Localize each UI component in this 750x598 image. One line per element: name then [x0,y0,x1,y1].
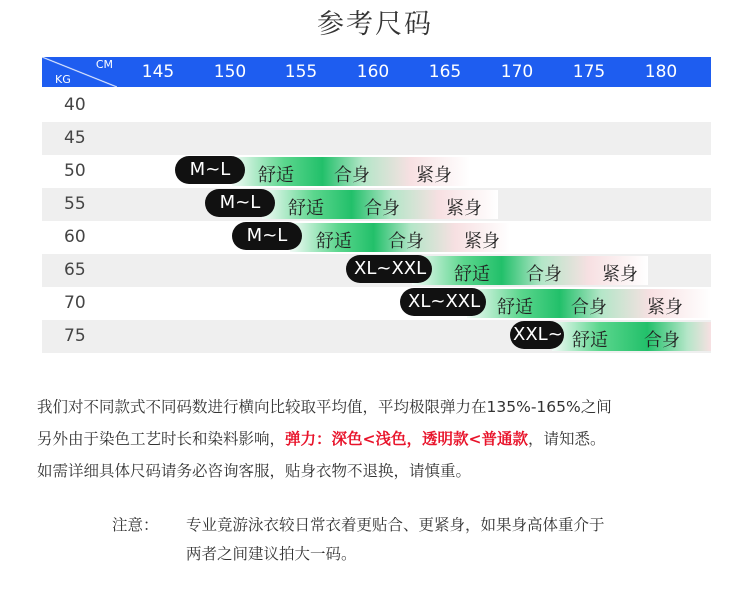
header-corner [42,57,117,87]
fit-label: 合身 [334,165,370,186]
note-line-3: 如需详细具体尺码请务必咨询客服，贴身衣物不退换，请慎重。 [37,462,472,480]
fit-label: 合身 [364,198,400,219]
kg-unit-label: KG [55,73,71,86]
height-header: 145 [141,62,175,82]
table-row [42,155,711,188]
weight-label: 50 [64,161,86,181]
tight-label: 紧身 [647,297,683,318]
weight-label: 45 [64,128,86,148]
chart-header [42,57,711,87]
fit-label: 合身 [571,297,607,318]
height-header: 175 [572,62,606,82]
tight-label: 紧身 [446,198,482,219]
comfort-label: 舒适 [497,297,533,318]
comfort-label: 舒适 [572,330,608,351]
height-header: 180 [644,62,678,82]
notice-line-1: 专业竟游泳衣较日常衣着更贴合、更紧身，如果身高体重介于 [186,516,605,534]
page-title: 参考尺码 [317,9,433,40]
notice-line-2: 两者之间建议拍大一码。 [186,545,357,563]
fit-range-band [232,157,470,186]
tight-label: 紧身 [416,165,452,186]
fit-label: 合身 [388,231,424,252]
weight-label: 55 [64,194,86,214]
table-row [42,122,711,155]
table-row [42,287,711,320]
cm-unit-label: CM [95,58,113,71]
size-pill: M~L [175,156,245,184]
size-pill: XL~XXL [400,288,486,316]
note-line-1: 我们对不同款式不同码数进行横向比较取平均值，平均极限弹力在135%-165%之间 [37,398,612,416]
weight-label: 60 [64,227,86,247]
tight-label: 紧身 [602,264,638,285]
comfort-label: 舒适 [288,198,324,219]
note-line-2 [37,427,606,449]
weight-label: 65 [64,260,86,280]
height-header: 155 [284,62,318,82]
height-header: 165 [428,62,462,82]
elasticity-highlight: 弹力：深色<浅色，透明款<普通款 [285,430,528,448]
table-row [42,188,711,221]
note-line-2-prefix: 另外由于染色工艺时长和染料影响， [37,430,286,448]
comfort-label: 舒适 [316,231,352,252]
height-header: 160 [356,62,390,82]
notice-label: 注意： [112,516,159,534]
size-pill: M~L [205,189,275,217]
table-row [42,221,711,254]
table-row [42,254,711,287]
fit-label: 合身 [526,264,562,285]
weight-label: 70 [64,293,86,313]
fit-range-band [552,322,711,351]
fit-range-band [262,190,498,219]
size-pill: XXL~ [510,321,564,349]
table-row [42,89,711,122]
height-header: 170 [500,62,534,82]
fit-label: 合身 [644,330,680,351]
note-line-2-suffix: ，请知悉。 [528,430,606,448]
comfort-label: 舒适 [258,165,294,186]
height-header: 150 [213,62,247,82]
size-chart [42,57,711,353]
fit-range-band [290,223,510,252]
table-row [42,320,711,353]
size-pill: XL~XXL [346,255,432,283]
fit-range-band [412,256,648,285]
weight-label: 40 [64,95,86,115]
fit-range-band [467,289,711,318]
weight-label: 75 [64,326,86,346]
tight-label: 紧身 [464,231,500,252]
size-pill: M~L [232,222,302,250]
comfort-label: 舒适 [454,264,490,285]
